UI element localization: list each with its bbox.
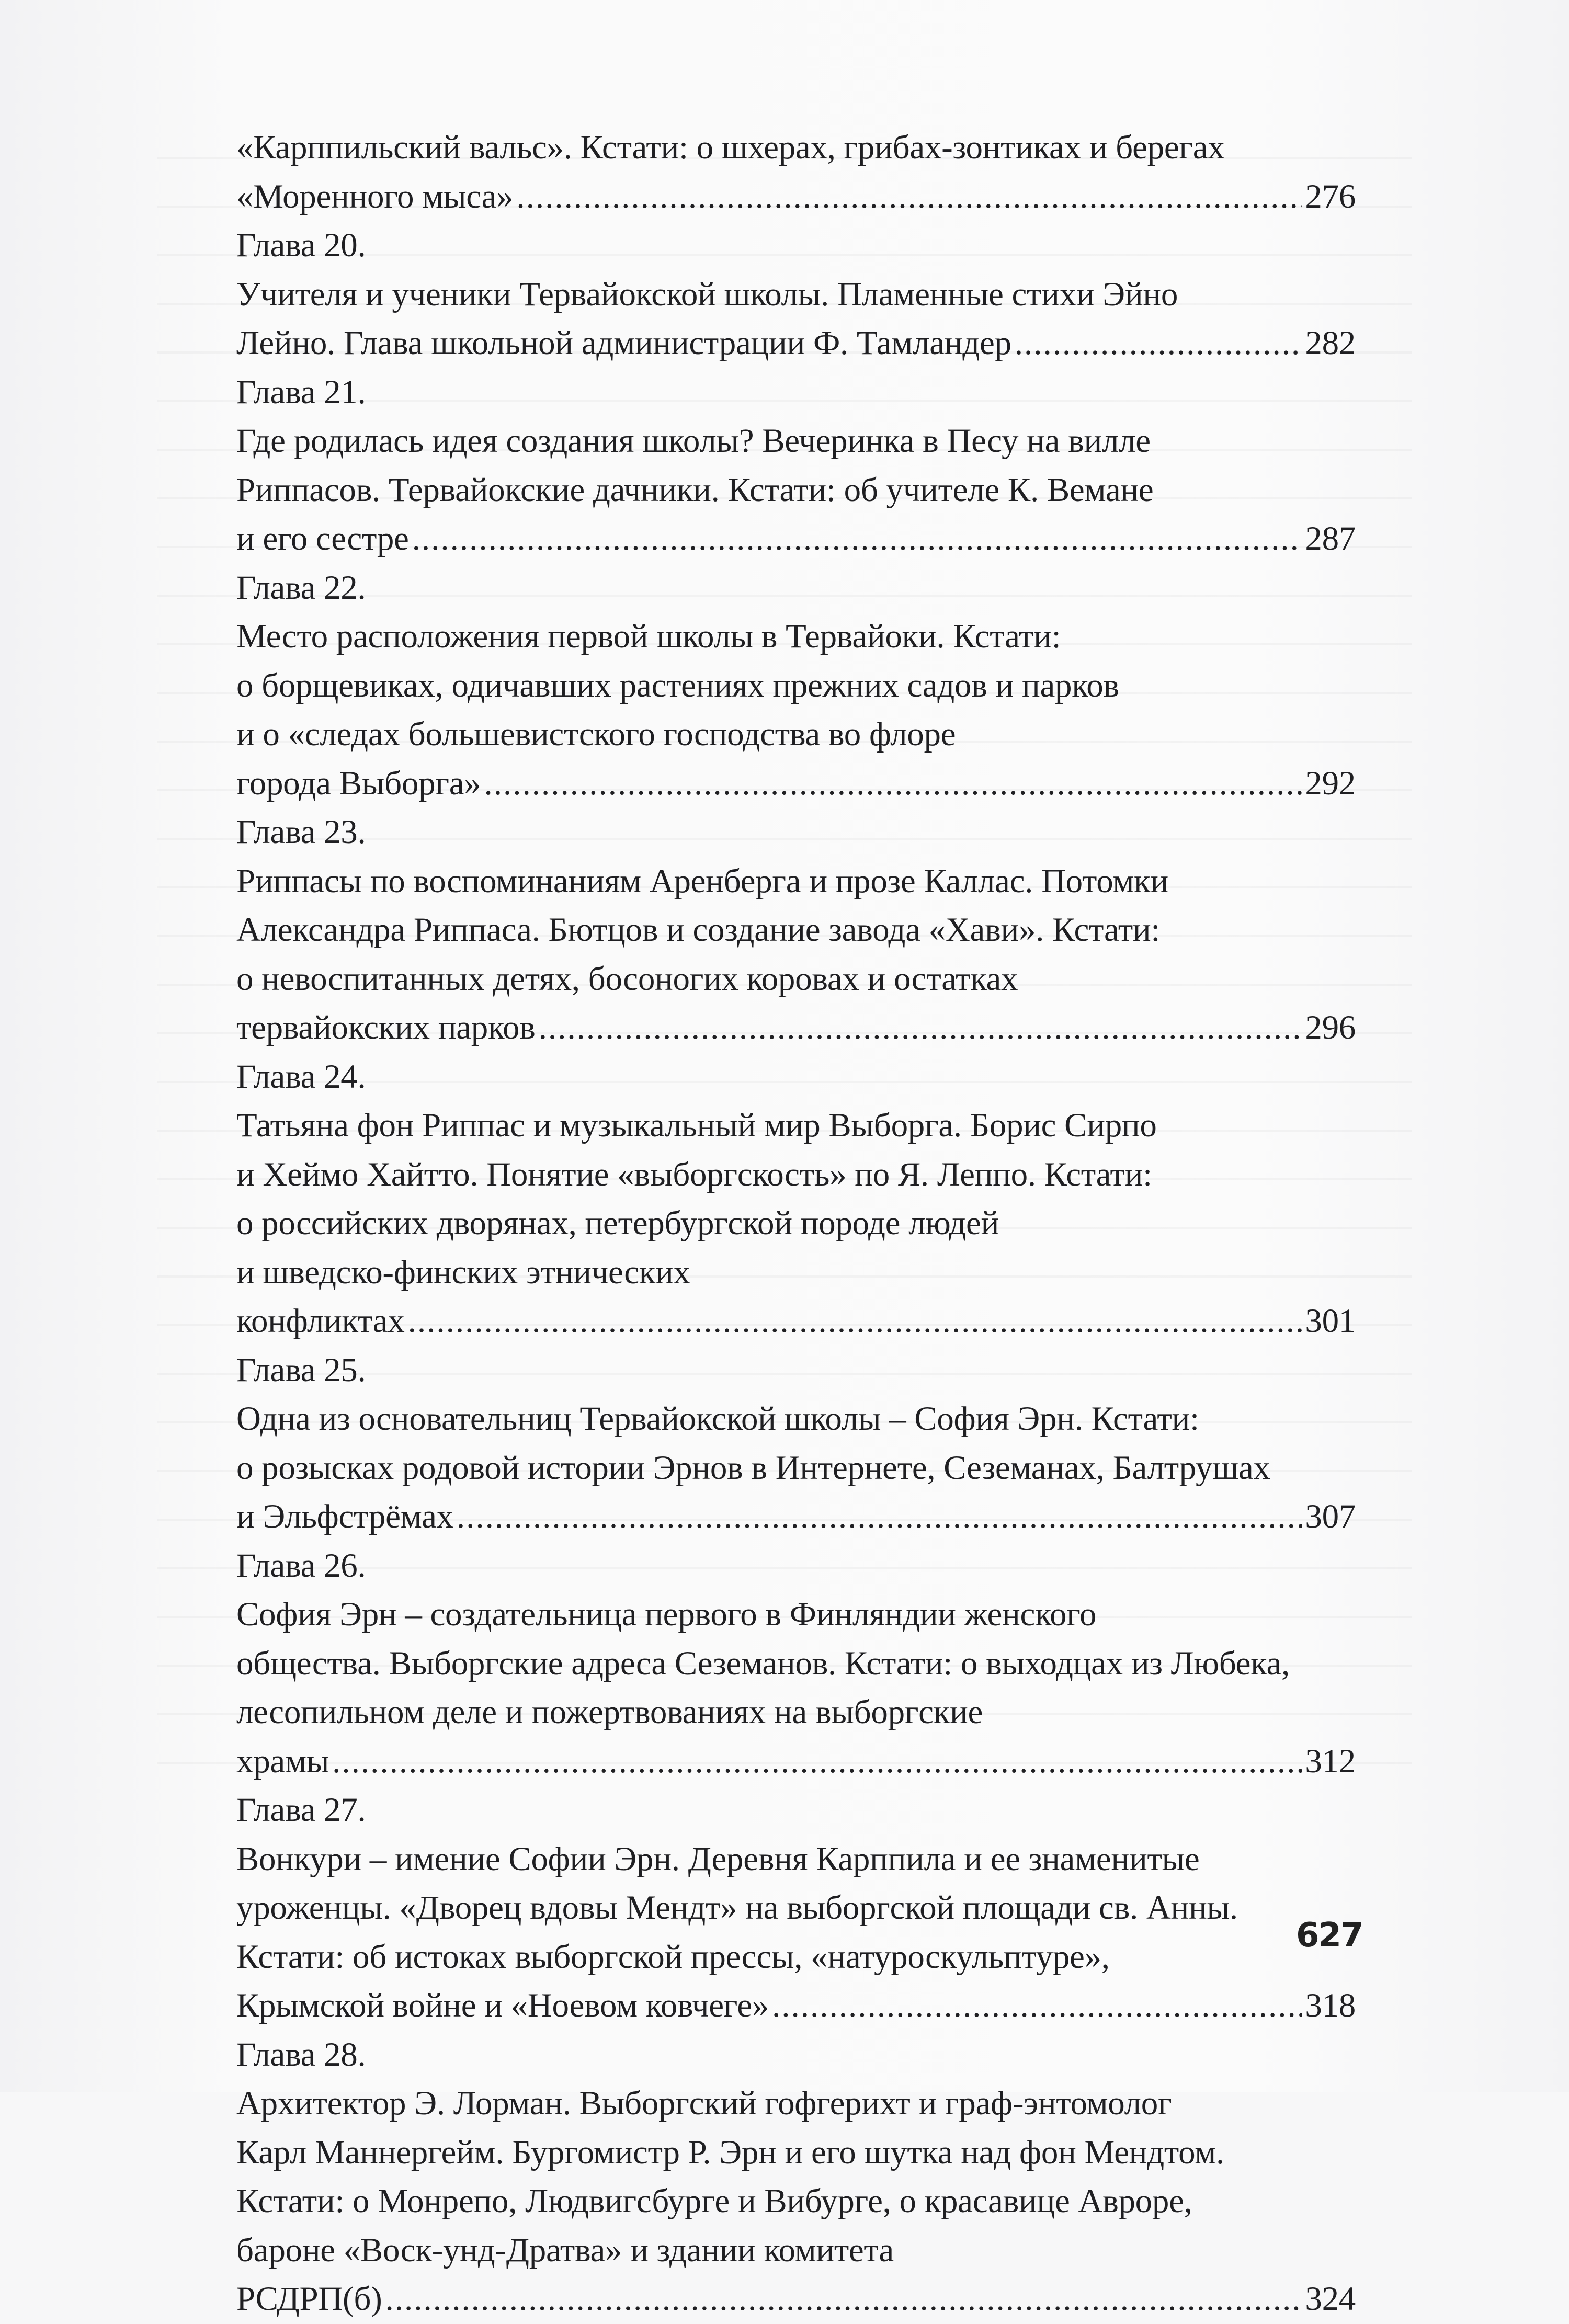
entry-text-line: Татьяна фон Риппас и музыкальный мир Выборга. Борис Сирпо [236, 1107, 1157, 1144]
dot-leader [539, 1004, 1302, 1053]
entry-text-line: и Хеймо Хайтто. Понятие «выборгскость» по Я. Леппо. Кстати: [236, 1155, 1152, 1193]
dot-leader [412, 515, 1302, 564]
entry-page-number: 287 [1305, 520, 1356, 557]
entry-text-line: храмы [236, 1742, 329, 1780]
entry-final-line [236, 1493, 1356, 1542]
entry-text-line: уроженцы. «Дворец вдовы Мендт» на выборгской площади св. Анны. [236, 1889, 1238, 1927]
entry-text-line: о розысках родовой истории Эрнов в Интернете, Сеземанах, Балтрушах [236, 1449, 1270, 1487]
entry-text-line: Кстати: об истоках выборгской прессы, «натуроскульптуре», [236, 1938, 1110, 1976]
chapter-heading: Глава 23. [236, 813, 366, 851]
dot-leader [408, 1297, 1302, 1346]
entry-final-line [236, 1297, 1356, 1346]
entry-text-line: о борщевиках, одичавших растениях прежних садов и парков [236, 666, 1119, 704]
entry-text-line: Карл Маннергейм. Бургомистр Р. Эрн и его шутка над фон Мендтом. [236, 2133, 1224, 2171]
entry-text-line: конфликтах [236, 1302, 405, 1340]
entry-text-line: Архитектор Э. Лорман. Выборгский гофгерихт и граф-энтомолог [236, 2084, 1172, 2122]
entry-text-line: Риппасы по воспоминаниям Аренберга и прозе Каллас. Потомки [236, 862, 1168, 900]
entry-final-line [236, 319, 1356, 368]
toc-entry [236, 1786, 1356, 2031]
entry-text-line: и о «следах большевистского господства во флоре [236, 715, 956, 753]
entry-text-line: города Выборга» [236, 764, 481, 802]
entry-text-line: лесопильном деле и пожертвованиях на выборгские [236, 1693, 983, 1731]
entry-final-line [236, 759, 1356, 808]
entry-text-line: бароне «Воск-унд-Дратва» и здании комитета [236, 2231, 894, 2269]
entry-text-line: Александра Риппаса. Бютцов и создание завода «Хави». Кстати: [236, 911, 1161, 949]
toc-entry [236, 808, 1356, 1053]
entry-text-line: общества. Выборгские адреса Сеземанов. Кстати: о выходцах из Любека, [236, 1644, 1290, 1682]
toc-entry [236, 564, 1356, 808]
entry-text-line: София Эрн – создательница первого в Финляндии женского [236, 1596, 1097, 1633]
entry-page-number: 296 [1305, 1009, 1356, 1046]
toc-entry [236, 221, 1356, 368]
toc-entry [236, 368, 1356, 564]
chapter-heading: Глава 28. [236, 2035, 366, 2074]
entry-text-line: и шведско-финских этнических [236, 1253, 690, 1291]
chapter-heading: Глава 21. [236, 373, 366, 411]
chapter-heading: Глава 27. [236, 1791, 366, 1829]
dot-leader [484, 759, 1302, 808]
entry-text-line: Лейно. Глава школьной администрации Ф. Тамландер [236, 324, 1011, 362]
entry-text-line: о российских дворянах, петербургской породе людей [236, 1204, 999, 1242]
entry-page-number: 307 [1305, 1498, 1356, 1535]
entry-text-line: Крымской войне и «Ноевом ковчеге» [236, 1987, 769, 2024]
entry-text-line: о невоспитанных детях, босоногих коровах и остатках [236, 960, 1018, 998]
entry-final-line [236, 173, 1356, 222]
entry-final-line [236, 1981, 1356, 2031]
dot-leader [332, 1737, 1302, 1786]
entry-final-line [236, 2275, 1356, 2324]
chapter-heading: Глава 24. [236, 1057, 366, 1096]
entry-text-line: и Эльфстрёмах [236, 1498, 453, 1535]
dot-leader [385, 2275, 1302, 2324]
entry-text-line: Риппасов. Тервайокские дачники. Кстати: об учителе К. Вемане [236, 471, 1154, 509]
entry-text-line: Вонкури – имение Софии Эрн. Деревня Карппила и ее знаменитые [236, 1840, 1200, 1878]
entry-page-number: 324 [1305, 2280, 1356, 2318]
entry-text-line: «Моренного мыса» [236, 177, 514, 215]
entry-page-number: 282 [1305, 324, 1356, 362]
toc-entry [236, 1346, 1356, 1542]
chapter-heading: Глава 25. [236, 1351, 366, 1389]
entry-text-line: Кстати: о Монрепо, Людвигсбурге и Вибурге, о красавице Авроре, [236, 2182, 1192, 2220]
table-of-contents [236, 123, 1356, 2324]
dot-leader [457, 1493, 1302, 1542]
entry-page-number: 312 [1305, 1742, 1356, 1780]
dot-leader [1015, 319, 1302, 368]
dot-leader [772, 1981, 1302, 2031]
entry-final-line [236, 1004, 1356, 1053]
entry-text-line: РСДРП(б) [236, 2280, 382, 2318]
toc-entry [236, 1542, 1356, 1786]
chapter-heading: Глава 22. [236, 568, 366, 607]
entry-text-line: «Карппильский вальс». Кстати: о шхерах, грибах-зонтиках и берегах [236, 129, 1225, 166]
entry-text-line: и его сестре [236, 520, 409, 557]
toc-entry [236, 123, 1356, 221]
page-number: 627 [1296, 1916, 1363, 1955]
chapter-heading: Глава 26. [236, 1546, 366, 1585]
entry-text-line: Где родилась идея создания школы? Вечеринка в Песу на вилле [236, 422, 1151, 460]
entry-text-line: Одна из основательниц Тервайокской школы – София Эрн. Кстати: [236, 1400, 1199, 1438]
toc-entry [236, 1053, 1356, 1346]
entry-text-line: Учителя и ученики Тервайокской школы. Пламенные стихи Эйно [236, 275, 1178, 313]
chapter-heading: Глава 20. [236, 226, 366, 264]
entry-final-line [236, 1737, 1356, 1786]
entry-final-line [236, 515, 1356, 564]
entry-page-number: 301 [1305, 1302, 1356, 1340]
entry-page-number: 292 [1305, 764, 1356, 802]
toc-entry [236, 2031, 1356, 2324]
entry-page-number: 318 [1305, 1987, 1356, 2024]
dot-leader [516, 173, 1302, 222]
entry-text-line: тервайокских парков [236, 1009, 536, 1046]
entry-page-number: 276 [1305, 177, 1356, 215]
entry-text-line: Место расположения первой школы в Тервайоки. Кстати: [236, 618, 1061, 655]
